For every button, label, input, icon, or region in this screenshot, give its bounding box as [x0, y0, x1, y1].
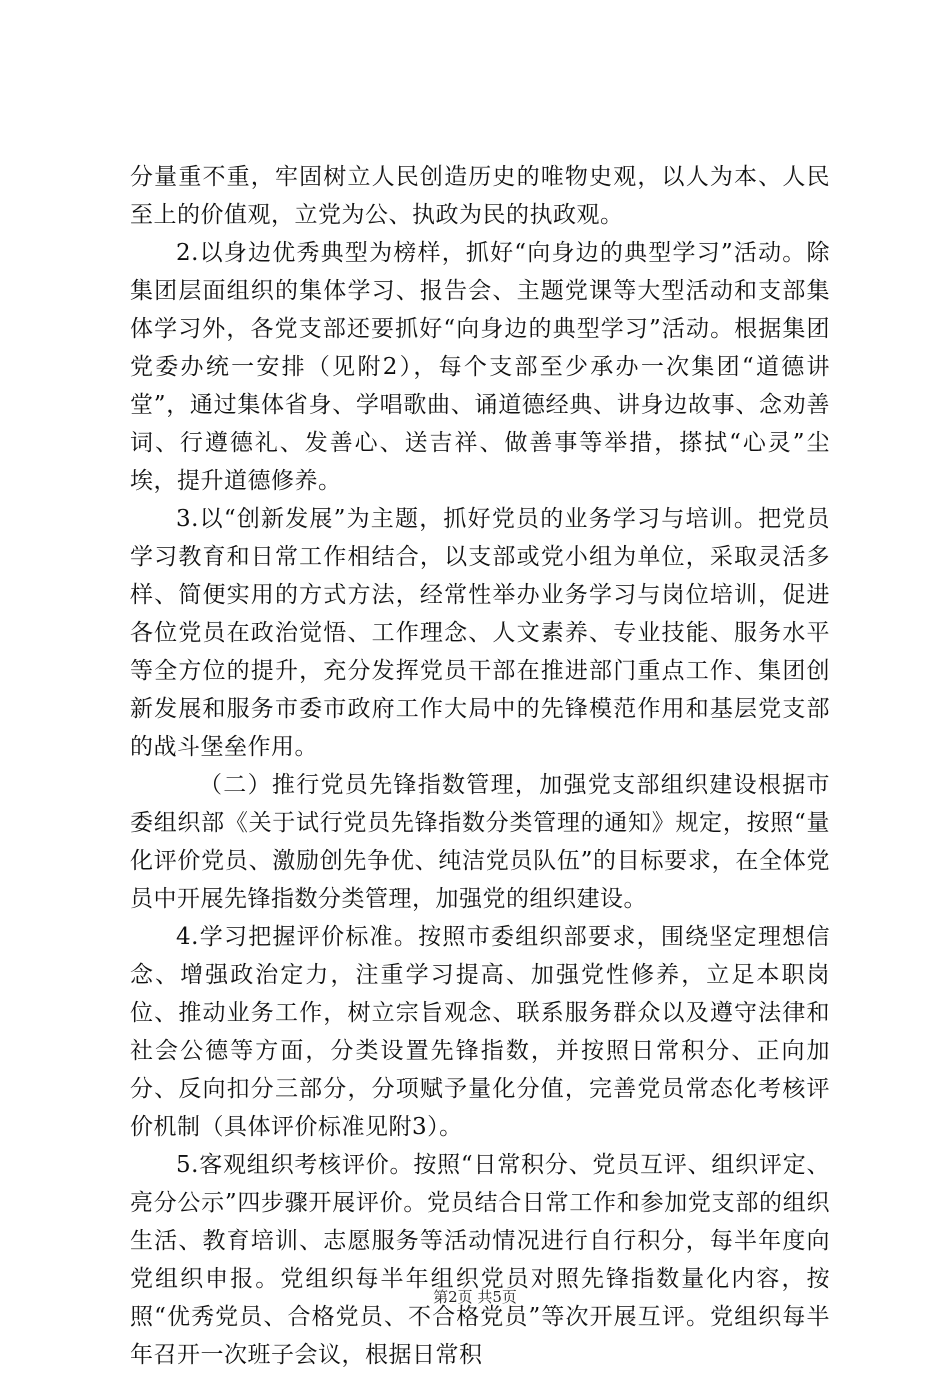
- paragraph-item-4: 4.学习把握评价标准。按照市委组织部要求，围绕坚定理想信念、增强政治定力，注重学习提高、加强党性修养，立足本职岗位、推动业务工作，树立宗旨观念、联系服务群众以及遵守法律和社会公德等方面，分类设置先锋指数，并按照日常积分、正向加分、反向扣分三部分，分项赋予量化分值，完善党员常态化考核评价机制（具体评价标准见附3）。: [130, 924, 830, 1140]
- paragraph-item-5: 5.客观组织考核评价。按照“日常积分、党员互评、组织评定、亮分公示”四步骤开展评价。党员结合日常工作和参加党支部的组织生活、教育培训、志愿服务等活动情况进行自行积分，每半年度向党组织申报。党组织每半年组织党员对照先锋指数量化内容，按照“优秀党员、合格党员、不合格党员”等次开展互评。党组织每半年召开一次班子会议，根据日常积: [130, 1152, 830, 1368]
- paragraph-item-3: 3.以“创新发展”为主题，抓好党员的业务学习与培训。把党员学习教育和日常工作相结合，以支部或党小组为单位，采取灵活多样、简便实用的方式方法，经常性举办业务学习与岗位培训，促进各位党员在政治觉悟、工作理念、人文素养、专业技能、服务水平等全方位的提升，充分发挥党员干部在推进部门重点工作、集团创新发展和服务市委市政府工作大局中的先锋模范作用和基层党支部的战斗堡垒作用。: [130, 506, 830, 760]
- document-body: [130, 158, 830, 1374]
- paragraph-item-2: 2.以身边优秀典型为榜样，抓好“向身边的典型学习”活动。除集团层面组织的集体学习、报告会、主题党课等大型活动和支部集体学习外，各党支部还要抓好“向身边的典型学习”活动。根据集团党委办统一安排（见附2），每个支部至少承办一次集团“道德讲堂”，通过集体省身、学唱歌曲、诵道德经典、讲身边故事、念劝善词、行遵德礼、发善心、送吉祥、做善事等举措，搽拭“心灵”尘埃，提升道德修养。: [130, 240, 830, 494]
- section-heading-paragraph: （二）推行党员先锋指数管理，加强党支部组织建设根据市委组织部《关于试行党员先锋指数分类管理的通知》规定，按照“量化评价党员、激励创先争优、纯洁党员队伍”的目标要求，在全体党员中开展先锋指数分类管理，加强党的组织建设。: [130, 772, 830, 912]
- paragraph-continuation: 分量重不重，牢固树立人民创造历史的唯物史观，以人为本、人民至上的价值观，立党为公、执政为民的执政观。: [130, 164, 830, 228]
- page-number-footer: 第2页 共5页: [433, 1288, 517, 1306]
